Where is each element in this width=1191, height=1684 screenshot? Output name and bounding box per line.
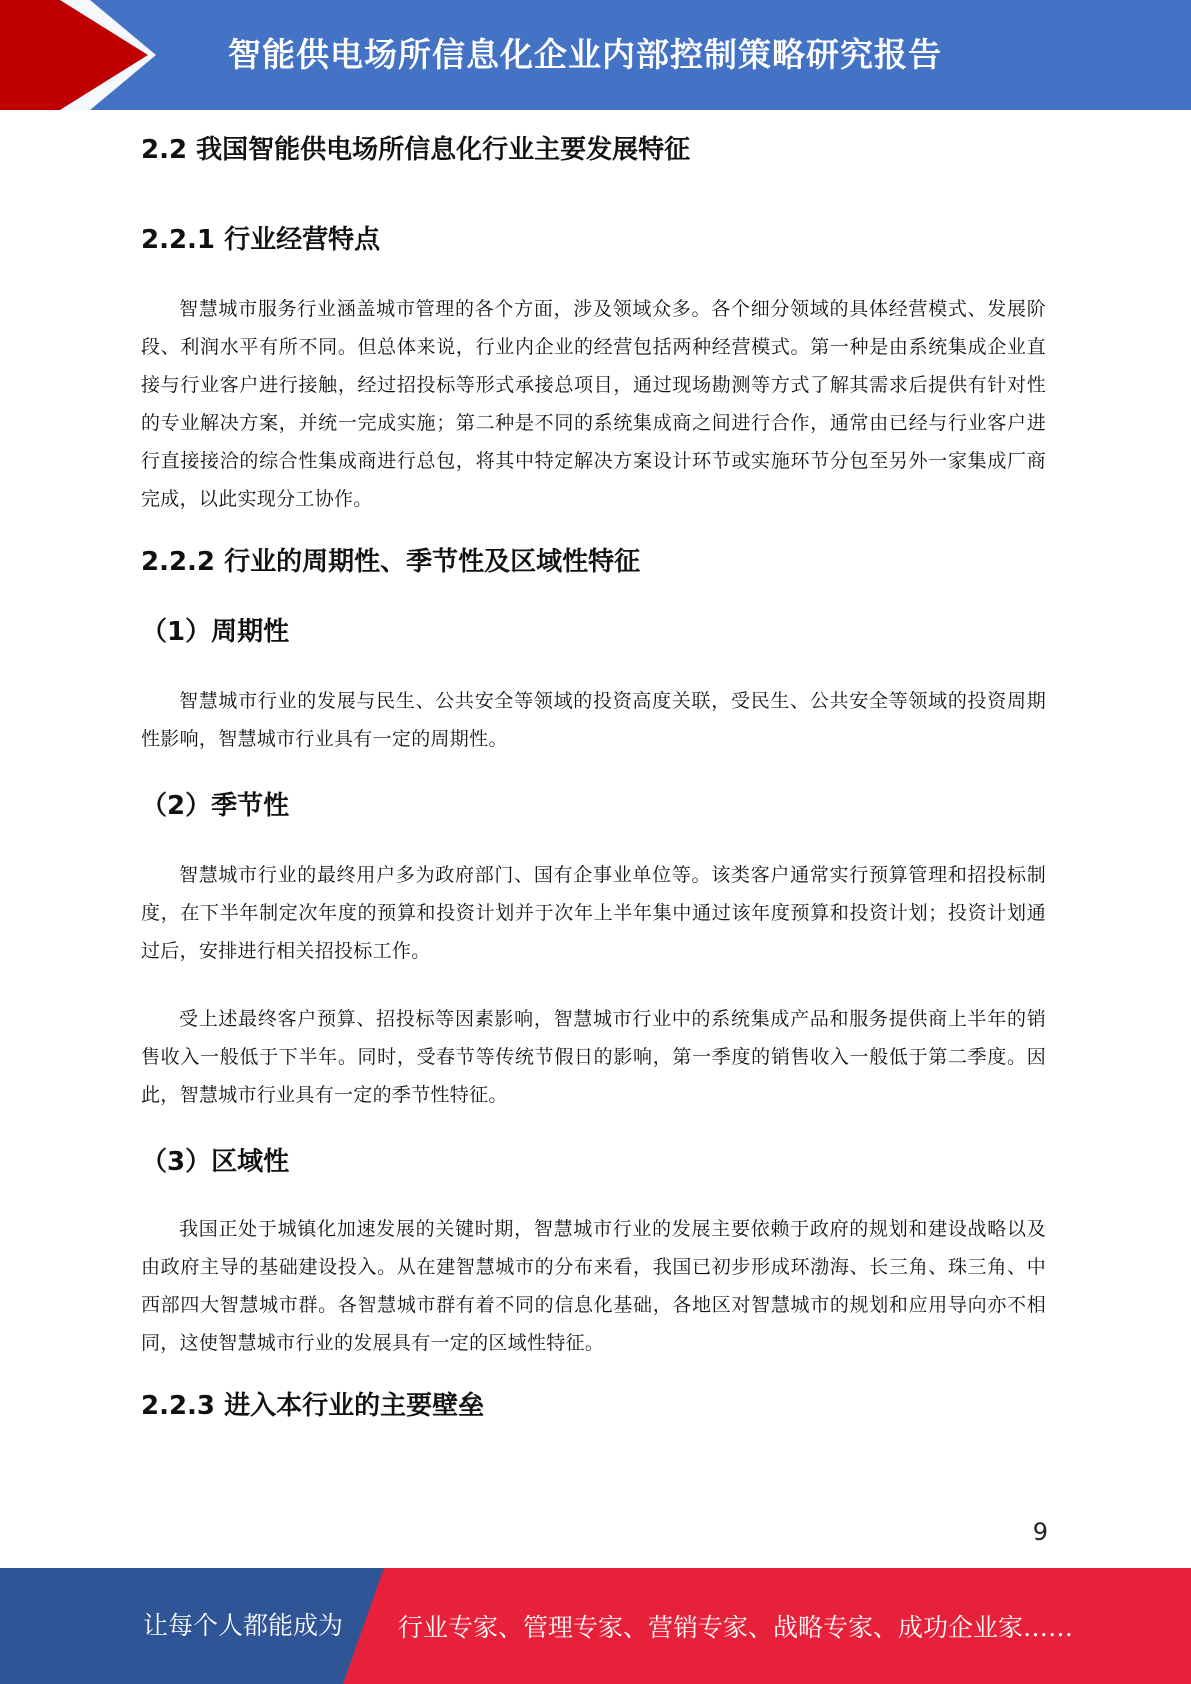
page-header — [0, 0, 1191, 110]
page-footer — [0, 1568, 1191, 1684]
footer-slogan-left: 让每个人都能成为 — [143, 1611, 344, 1640]
subheading-seasonality: （2）季节性 — [141, 791, 290, 821]
page-number: 9 — [1032, 1518, 1048, 1546]
section-heading-2-2-2: 2.2.2 行业的周期性、季节性及区域性特征 — [141, 547, 641, 577]
section-heading-2-2-3: 2.2.3 进入本行业的主要壁垒 — [141, 1391, 485, 1421]
page-content — [141, 118, 1046, 1424]
subheading-regionality: （3）区域性 — [141, 1147, 290, 1177]
section-heading-2-2-1: 2.2.1 行业经营特点 — [141, 225, 381, 255]
section-heading-2-2: 2.2 我国智能供电场所信息化行业主要发展特征 — [141, 135, 691, 165]
footer-slogan-right: 行业专家、管理专家、营销专家、战略专家、成功企业家…… — [398, 1613, 1074, 1642]
paragraph-regionality: 我国正处于城镇化加速发展的关键时期，智慧城市行业的发展主要依赖于政府的规划和建设战略以及由政府主导的基础建设投入。从在建智慧城市的分布来看，我国已初步形成环渤海、长三角、珠三角、中西部四大智慧城市群。各智慧城市群有着不同的信息化基础，各地区对智慧城市的规划和应用导向亦不相同，这使智慧城市行业的发展具有一定的区域性特征。 — [141, 1218, 1046, 1354]
paragraph-seasonality-2: 受上述最终客户预算、招投标等因素影响，智慧城市行业中的系统集成产品和服务提供商上半年的销售收入一般低于下半年。同时，受春节等传统节假日的影响，第一季度的销售收入一般低于第二季度。因此，智慧城市行业具有一定的季节性特征。 — [141, 1008, 1046, 1106]
report-title: 智能供电场所信息化企业内部控制策略研究报告 — [228, 35, 942, 74]
paragraph-seasonality-1: 智慧城市行业的最终用户多为政府部门、国有企事业单位等。该类客户通常实行预算管理和招投标制度，在下半年制定次年度的预算和投资计划并于次年上半年集中通过该年度预算和投资计划；投资计划通过后，安排进行相关招投标工作。 — [141, 864, 1046, 962]
paragraph-cyclicality: 智慧城市行业的发展与民生、公共安全等领域的投资高度关联，受民生、公共安全等领域的投资周期性影响，智慧城市行业具有一定的周期性。 — [141, 690, 1046, 750]
paragraph-business-characteristics: 智慧城市服务行业涵盖城市管理的各个方面，涉及领域众多。各个细分领域的具体经营模式、发展阶段、利润水平有所不同。但总体来说，行业内企业的经营包括两种经营模式。第一种是由系统集成企业直接与行业客户进行接触，经过招投标等形式承接总项目，通过现场勘测等方式了解其需求后提供有针对性的专业解决方案，并统一完成实施；第二种是不同的系统集成商之间进行合作，通常由已经与行业客户进行直接接洽的综合性集成商进行总包，将其中特定解决方案设计环节或实施环节分包至另外一家集成厂商完成，以此实现分工协作。 — [141, 298, 1046, 510]
subheading-cyclicality: （1）周期性 — [141, 617, 290, 647]
